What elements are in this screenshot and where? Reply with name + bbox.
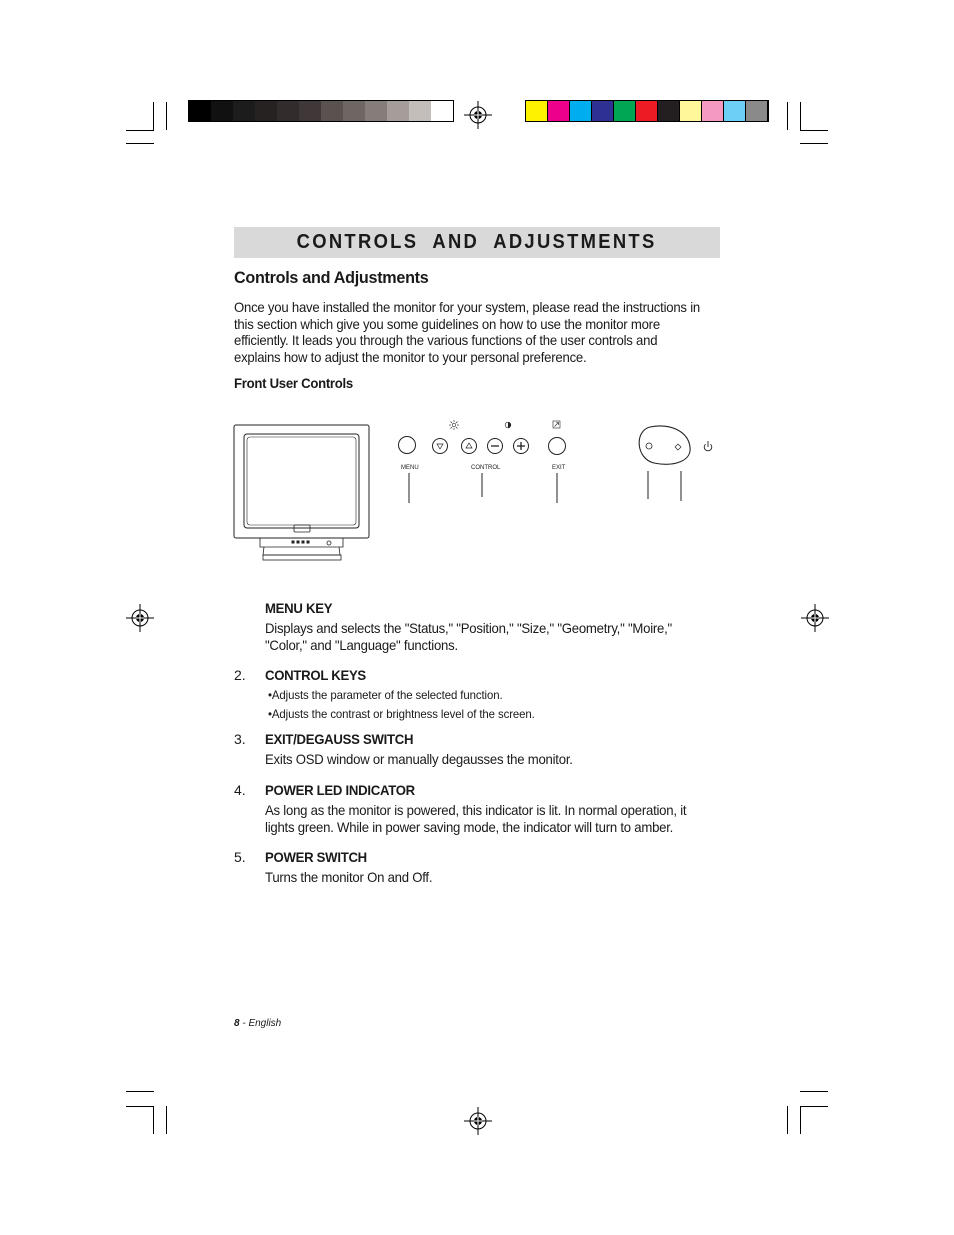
chapter-banner bbox=[234, 227, 720, 258]
item-number: 5. bbox=[234, 849, 246, 865]
registration-mark-icon bbox=[126, 604, 154, 632]
degauss-icon bbox=[553, 421, 560, 428]
color-swatch bbox=[746, 101, 768, 121]
brightness-icon bbox=[449, 420, 459, 430]
gray-swatch bbox=[277, 101, 299, 121]
item-heading: POWER LED INDICATOR bbox=[265, 782, 415, 798]
process-color-bar bbox=[525, 100, 769, 122]
gray-swatch bbox=[365, 101, 387, 121]
registration-mark-icon bbox=[801, 604, 829, 632]
item-heading: MENU KEY bbox=[265, 600, 333, 616]
gray-swatch bbox=[343, 101, 365, 121]
bullet-item: •Adjusts the contrast or brightness level of the screen. bbox=[268, 707, 535, 721]
page-footer bbox=[234, 1018, 281, 1029]
color-swatch bbox=[658, 101, 680, 121]
item-heading: POWER SWITCH bbox=[265, 849, 367, 865]
color-swatch bbox=[614, 101, 636, 121]
gray-swatch bbox=[189, 101, 211, 121]
menu-label: MENU bbox=[401, 465, 419, 471]
color-swatch bbox=[592, 101, 614, 121]
gray-swatch bbox=[387, 101, 409, 121]
color-swatch bbox=[702, 101, 724, 121]
power-panel-illustration bbox=[639, 426, 690, 501]
contrast-icon bbox=[505, 422, 511, 428]
color-swatch bbox=[724, 101, 746, 121]
color-swatch bbox=[636, 101, 658, 121]
gray-swatch bbox=[299, 101, 321, 121]
gray-swatch bbox=[431, 101, 453, 121]
monitor-illustration bbox=[234, 425, 369, 560]
gray-swatch bbox=[233, 101, 255, 121]
exit-label: EXIT bbox=[552, 465, 566, 471]
item-heading: EXIT/DEGAUSS SWITCH bbox=[265, 731, 414, 747]
item-number: 3. bbox=[234, 731, 246, 747]
front-controls-diagram bbox=[230, 415, 730, 565]
color-swatch bbox=[548, 101, 570, 121]
gray-swatch bbox=[255, 101, 277, 121]
item-description: Exits OSD window or manually degausses the monitor. bbox=[265, 751, 573, 767]
item-number: 4. bbox=[234, 782, 246, 798]
color-swatch bbox=[570, 101, 592, 121]
front-controls-heading: Front User Controls bbox=[234, 375, 353, 391]
page-number: 8 bbox=[234, 1018, 240, 1029]
bullet-item: •Adjusts the parameter of the selected function. bbox=[268, 688, 503, 702]
item-description: As long as the monitor is powered, this indicator is lit. In normal operation, it lights green. While in power saving mode, the indicator will turn to amber. bbox=[265, 802, 687, 835]
item-number: 2. bbox=[234, 667, 246, 683]
intro-paragraph: Once you have installed the monitor for your system, please read the instructions in this section which give you some guidelines on how to use the monitor more efficiently. It leads you through the various functions of the user controls and explains how to adjust the monitor to your personal preference. bbox=[234, 299, 700, 365]
grayscale-color-bar bbox=[188, 100, 454, 122]
gray-swatch bbox=[409, 101, 431, 121]
power-icon bbox=[704, 441, 712, 451]
registration-mark-icon bbox=[464, 1107, 492, 1135]
exit-button-illustration bbox=[549, 421, 566, 503]
color-swatch bbox=[680, 101, 702, 121]
chapter-title: CONTROLS AND ADJUSTMENTS bbox=[297, 231, 657, 253]
gray-swatch bbox=[321, 101, 343, 121]
control-label: CONTROL bbox=[471, 465, 501, 471]
menu-button-illustration bbox=[399, 437, 419, 504]
footer-language: - English bbox=[239, 1018, 282, 1029]
gray-swatch bbox=[211, 101, 233, 121]
color-swatch bbox=[526, 101, 548, 121]
registration-mark-icon bbox=[464, 101, 492, 129]
section-heading: Controls and Adjustments bbox=[234, 268, 429, 287]
item-heading: CONTROL KEYS bbox=[265, 667, 366, 683]
item-description: Turns the monitor On and Off. bbox=[265, 869, 433, 885]
item-description: Displays and selects the "Status," "Position," "Size," "Geometry," "Moire," "Color," and "Language" functions. bbox=[265, 620, 672, 653]
